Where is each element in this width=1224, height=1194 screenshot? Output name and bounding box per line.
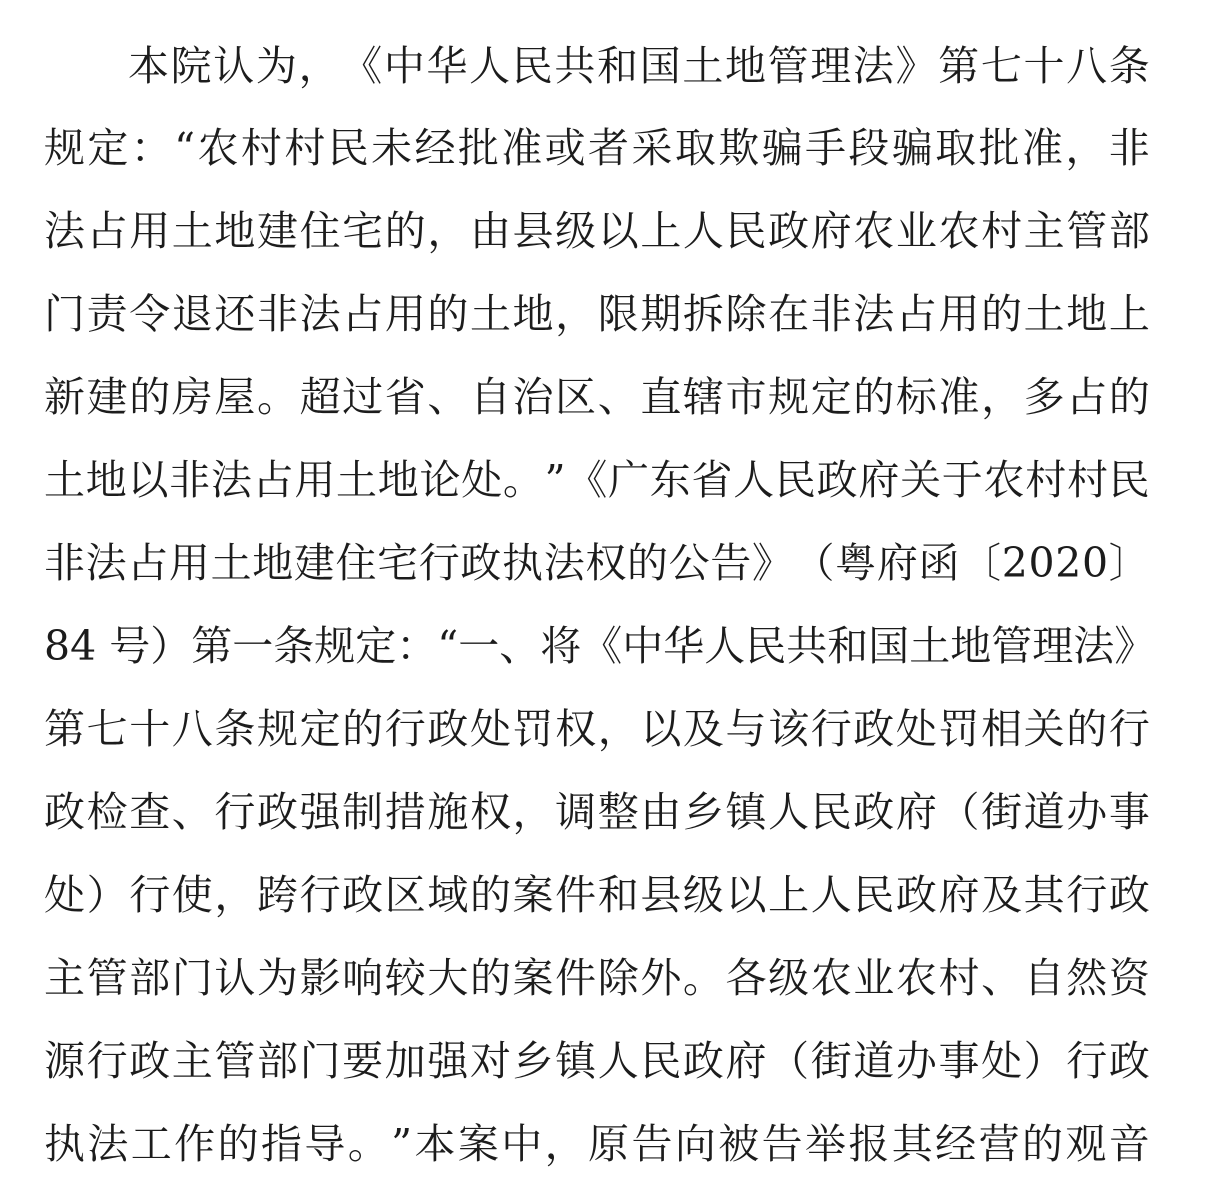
paragraph-line: 法 占 用 土 地 建 住 宅 的 ， 由 县 级 以 上 人 民 政 府 农 业 农 村 主 管 部: [44, 207, 1150, 255]
paragraph-line: 源 行 政 主 管 部 门 要 加 强 对 乡 镇 人 民 政 府 （ 街 道 办 事 处 ） 行 政: [44, 1037, 1150, 1085]
paragraph-line: 处 ） 行 使 ， 跨 行 政 区 域 的 案 件 和 县 级 以 上 人 民 政 府 及 其 行 政: [44, 871, 1150, 919]
paragraph-line: 规 定 ： “ 农 村 村 民 未 经 批 准 或 者 采 取 欺 骗 手 段 骗 取 批 准 ， 非: [44, 124, 1150, 172]
paragraph-line: 第 七 十 八 条 规 定 的 行 政 处 罚 权 ， 以 及 与 该 行 政 处 罚 相 关 的 行: [44, 705, 1150, 753]
paragraph-line: 8 4 号 ） 第 一 条 规 定 ： “ 一 、 将 《 中 华 人 民 共 和 国 土 地 管 理 法 》: [44, 622, 1156, 670]
paragraph-line: 政 检 查 、 行 政 强 制 措 施 权 ， 调 整 由 乡 镇 人 民 政 府 （ 街 道 办 事: [44, 788, 1150, 836]
paragraph-line: 主 管 部 门 认 为 影 响 较 大 的 案 件 除 外 。 各 级 农 业 农 村 、 自 然 资: [44, 954, 1150, 1002]
paragraph-line: 门 责 令 退 还 非 法 占 用 的 土 地 ， 限 期 拆 除 在 非 法 占 用 的 土 地 上: [44, 290, 1150, 338]
paragraph-line: 本 院 认 为 ， 《 中 华 人 民 共 和 国 土 地 管 理 法 》 第 七 十 八 条: [128, 42, 1150, 90]
paragraph-line: 非 法 占 用 土 地 建 住 宅 行 政 执 法 权 的 公 告 》 （ 粤 府 函 〔 2 0 2 0 〕: [44, 539, 1150, 587]
paragraph-line: 土 地 以 非 法 占 用 土 地 论 处 。 ” 《 广 东 省 人 民 政 府 关 于 农 村 村 民: [44, 456, 1150, 504]
paragraph-line: 新 建 的 房 屋 。 超 过 省 、 自 治 区 、 直 辖 市 规 定 的 标 准 ， 多 占 的: [44, 373, 1150, 421]
paragraph-line: 执 法 工 作 的 指 导 。 ” 本 案 中 ， 原 告 向 被 告 举 报 其 经 营 的 观 音: [44, 1120, 1150, 1168]
